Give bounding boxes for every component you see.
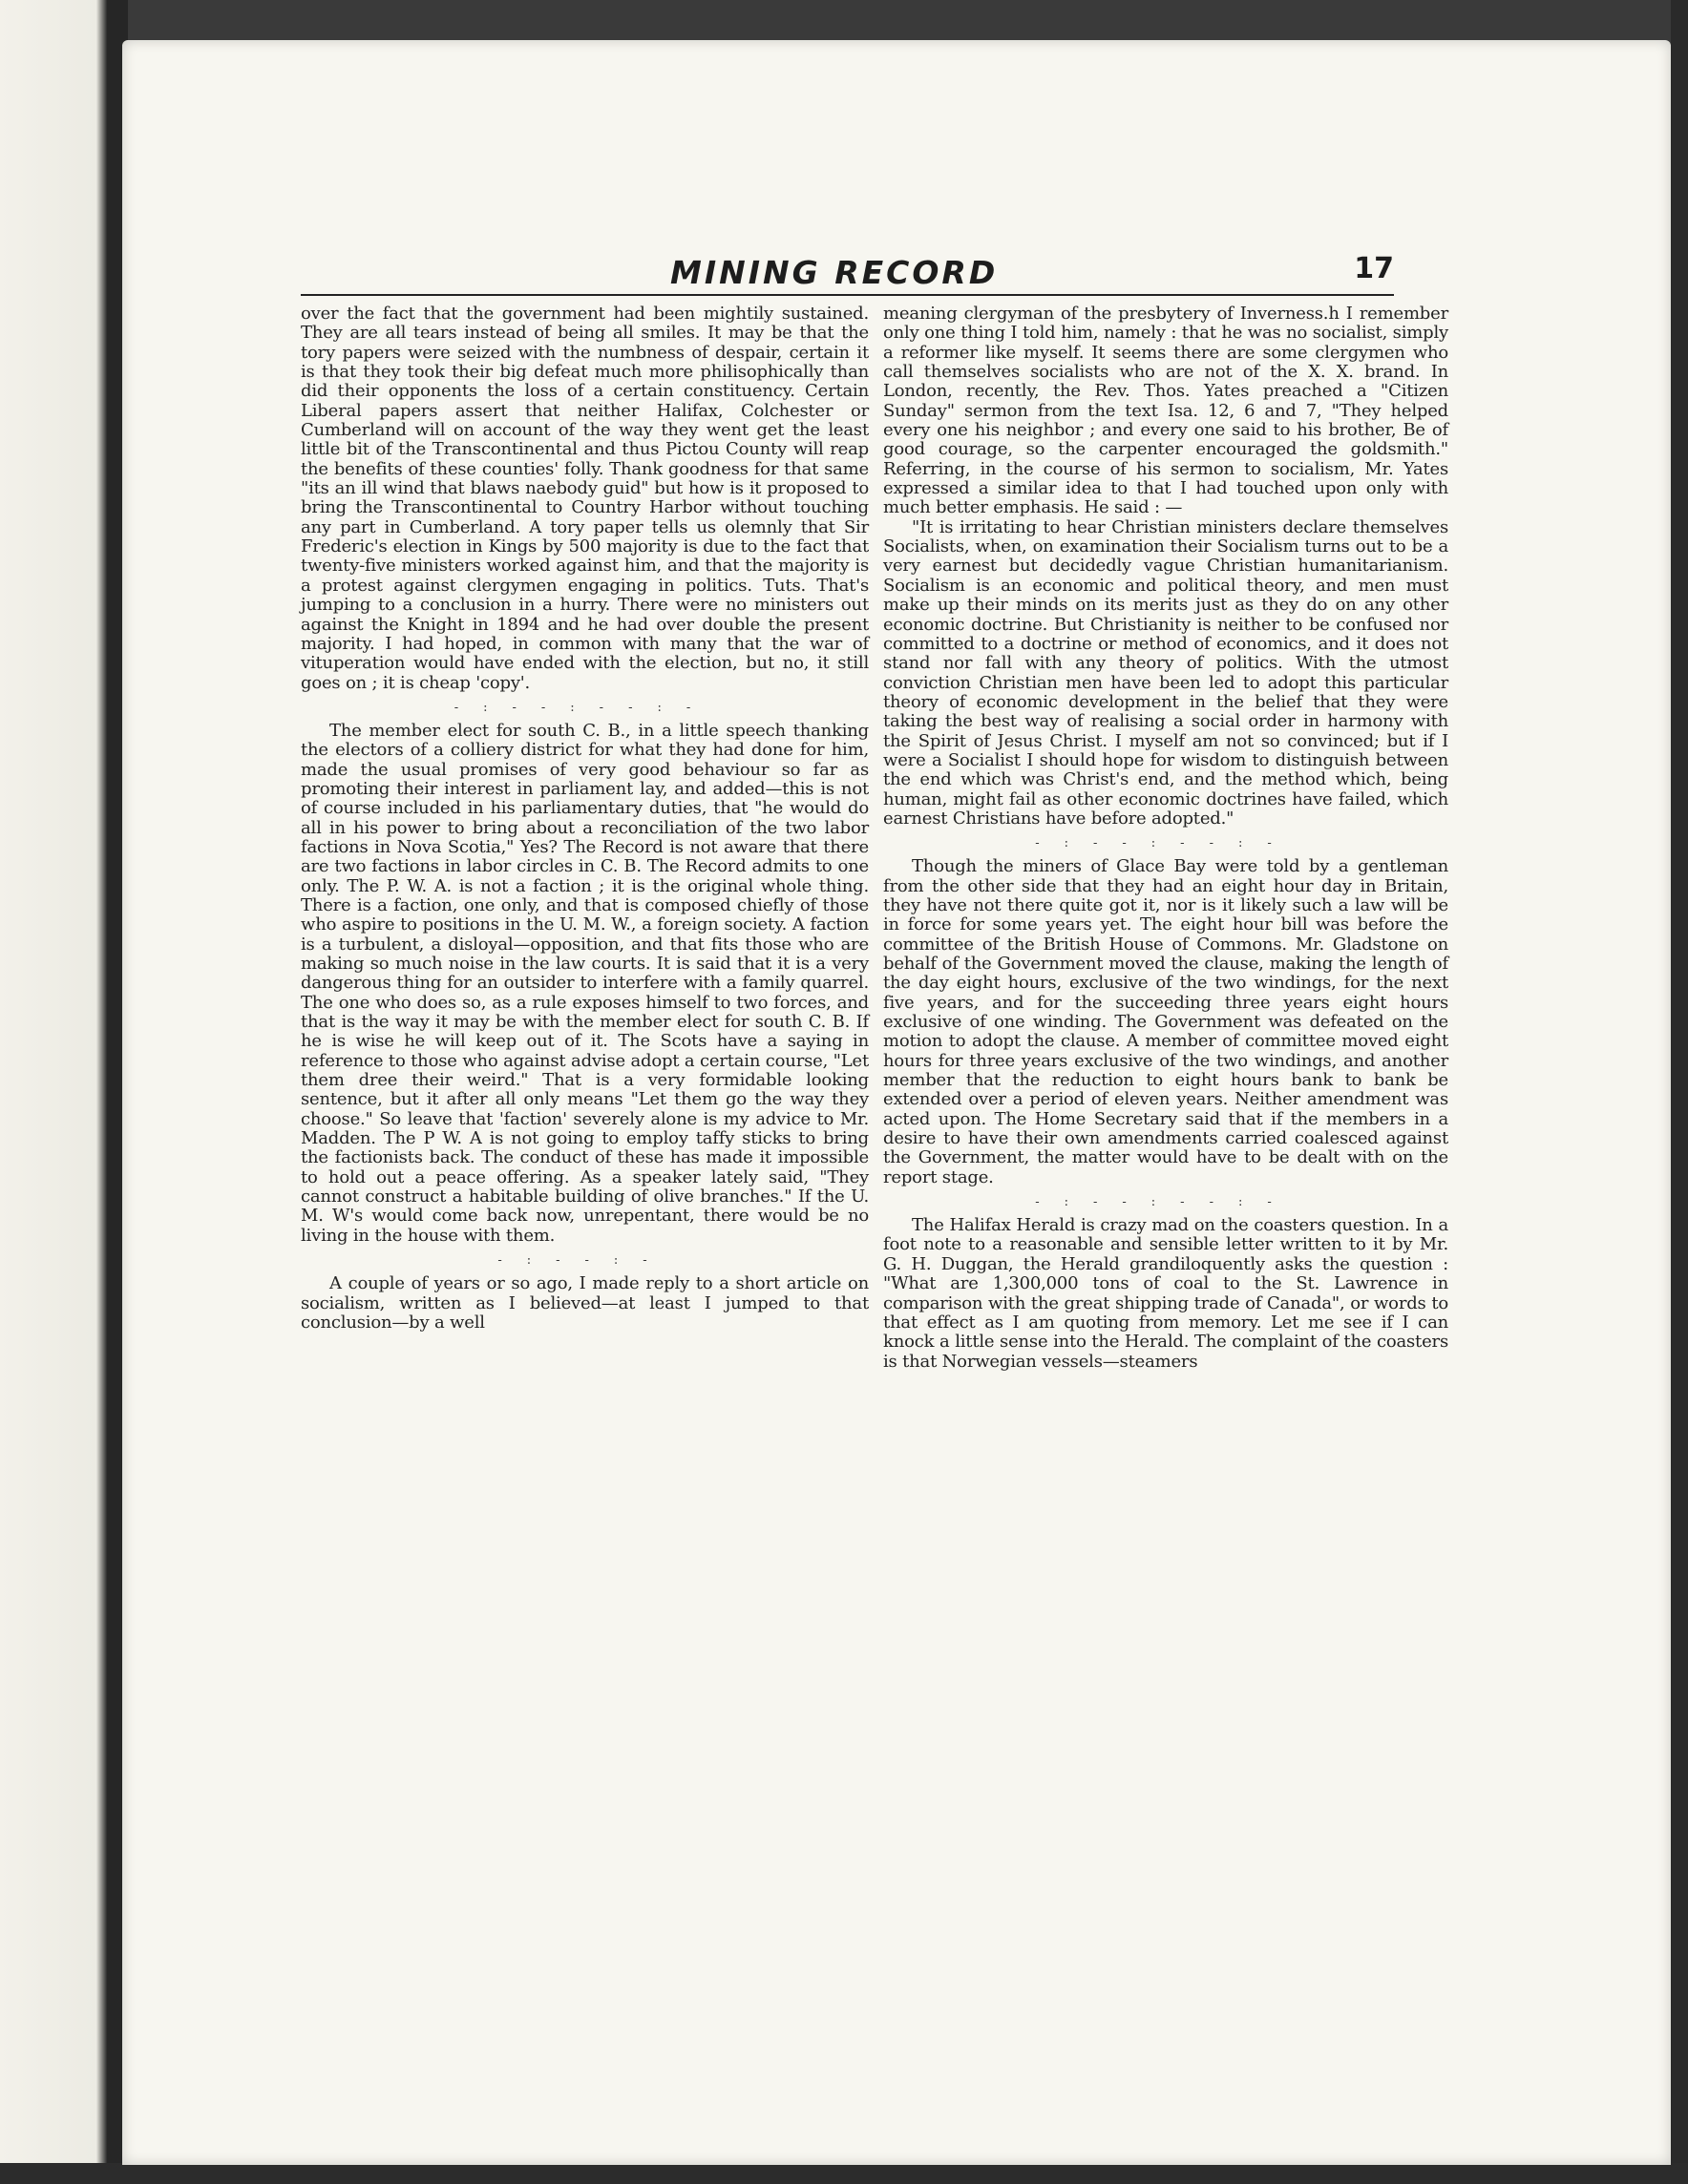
paragraph-socialism-start: A couple of years or so ago, I made reply to a short article on socialism, written as I believed—at least I jumped to that conclusion—by a well: [301, 1273, 869, 1333]
page-header: [301, 250, 1394, 296]
paragraph-eight-hour-day: Though the miners of Glace Bay were told by a gentleman from the other side that they had an eight hour day in Britain, they have not there quite got it, nor is it likely such a law will be in force for some years yet. The eight hour bill was before the committee of the British House of Commons. Mr. Gladstone on behalf of the Government moved the clause, making the length of the day eight hours, exclusive of the two windings, for the next five years, and for the succeeding three years eight hours exclusive of one winding. The Government was defeated on the motion to adopt the clause. A member of committee moved eight hours for three years exclusive of the two windings, and another member that the reduction to eight hours bank to bank be extended over a period of eleven years. Neither amendment was acted upon. The Home Secretary said that if the members in a desire to have their own amendments carried coalesced against the Government, the matter would have to be dealt with on the report stage.: [883, 856, 1448, 1187]
bottom-scan-border: [0, 2163, 1688, 2184]
previous-page-edge: [0, 0, 107, 2184]
separator-mark: -:-: [584, 1253, 672, 1269]
section-separator: [883, 834, 1448, 850]
separator-mark: -:-: [1122, 836, 1210, 851]
separator-mark: -:-: [1209, 1195, 1297, 1210]
separator-mark: -:-: [1122, 1195, 1210, 1210]
separator-mark: -:-: [1035, 1195, 1123, 1210]
paragraph-yates-quote: "It is irritating to hear Christian ministers declare themselves Socialists, when, on examination their Socialism turns out to be a very earnest but decidedly vague Christian humanitarianism. Socialism is an economic and political theory, and men must make up their minds on its merits just as they do on any other economic doctrine. But Christianity is neither to be confused nor committed to a doctrine or method of economics, and it does not stand nor fall with any theory of politics. With the utmost conviction Christian men have been led to adopt this particular theory of economic development in the belief that they were taking the best way of realising a social order in harmony with the Spirit of Jesus Christ. I myself am not so convinced; but if I were a Socialist I should hope for wisdom to distinguish between the end which was Christ's end, and the method which, being human, might fail as other economic doctrines have failed, which earnest Christians have before adopted.": [883, 516, 1448, 829]
separator-mark: -:-: [540, 700, 629, 715]
left-column: [301, 304, 869, 1333]
section-separator: [883, 1193, 1448, 1208]
right-scan-border: [1671, 0, 1688, 2184]
section-separator: [301, 699, 869, 714]
page-number: 17: [1354, 252, 1394, 285]
running-title: MINING RECORD: [670, 254, 999, 291]
paragraph-tory-papers: over the fact that the government had been mightily sustained. They are all tears instead of being all smiles. It may be that the tory papers were seized with the numbness of despair, certain it is that they took their big defeat much more philisophically than did their opponents the loss of a certain constituency. Certain Liberal papers assert that neither Halifax, Colchester or Cumberland will on account of the way they went get the least little bit of the Transcontinental and thus Pictou County will reap the benefits of these counties' folly. Thank goodness for that same "its an ill wind that blaws naebody guid" but how is it proposed to bring the Transcontinental to Country Harbor without touching any part in Cumberland. A tory paper tells us olemnly that Sir Frederic's election in Kings by 500 majority is due to the fact that twenty-five ministers worked against him, and that the majority is a protest against clergymen engaging in politics. Tuts. That's jumping to a conclusion in a hurry. There were no ministers out against the Knight in 1894 and he had over double the present majority. I had hoped, in common with many that the war of vituperation would have ended with the election, but no, it still goes on ; it is cheap 'copy'.: [301, 304, 869, 693]
section-separator: [301, 1251, 869, 1267]
paragraph-member-elect: The member elect for south C. B., in a little speech thanking the electors of a colliery district for what they had done for him, made the usual promises of very good behaviour so far as promoting their interest in parliament lay, and added—this is not of course included in his parliamentary duties, that "he would do all in his power to bring about a reconciliation of the two labor factions in Nova Scotia," Yes? The Record is not aware that there are two factions in labor circles in C. B. The Record admits to one only. The P. W. A. is not a faction ; it is the original whole thing. There is a faction, one only, and that is composed chiefly of those who aspire to positions in the U. M. W., a foreign society. A faction is a turbulent, a disloyal—opposition, and that fits those who are making so much noise in the law courts. It is said that it is a very dangerous thing for an outsider to interfere with a family quarrel. The one who does so, as a rule exposes himself to two forces, and that is the way it may be with the member elect for south C. B. If he is wise he will keep out of it. The Scots have a saying in reference to those who against advise adopt a certain course, "Let them dree their weird." That is a very formidable looking sentence, but it after all only means "Let them go the way they choose." So leave that 'faction' severely alone is my advice to Mr. Madden. The P W. A is not going to employ taffy sticks to bring the factionists back. The conduct of these has made it impossible to hold out a peace offering. As a speaker lately said, "They cannot construct a habitable building of olive branches." If the U. M. W's would come back now, unrepentant, there would be no living in the house with them.: [301, 720, 869, 1246]
separator-mark: -:-: [628, 700, 716, 715]
separator-mark: -:-: [1209, 836, 1297, 851]
separator-mark: -:-: [1035, 836, 1123, 851]
paragraph-clergyman: meaning clergyman of the presbytery of Inverness.h I remember only one thing I told him, namely : that he was no socialist, simply a reformer like myself. It seems there are some clergymen who call themselves socialists who are not of the X. X. brand. In London, recently, the Rev. Thos. Yates preached a "Citizen Sunday" sermon from the text Isa. 12, 6 and 7, "They helped every one his neighbor ; and every one said to his brother, Be of good courage, so the carpenter encouraged the goldsmith." Referring, in the course of his sermon to socialism, Mr. Yates expressed a similar idea to that I had touched upon only with much better emphasis. He said : —: [883, 304, 1448, 518]
separator-mark: -:-: [497, 1253, 585, 1269]
separator-mark: -:-: [454, 700, 541, 715]
paragraph-halifax-herald: The Halifax Herald is crazy mad on the coasters question. In a foot note to a reasonable and sensible letter written to it by Mr. G. H. Duggan, the Herald grandiloquently asks the question : "What are 1,300,000 tons of coal to the St. Lawrence in comparison with the great shipping trade of Canada", or words to that effect as I am quoting from memory. Let me see if I can knock a little sense into the Herald. The complaint of the coasters is that Norwegian vessels—steamers: [883, 1215, 1448, 1372]
right-column: [883, 304, 1448, 1372]
